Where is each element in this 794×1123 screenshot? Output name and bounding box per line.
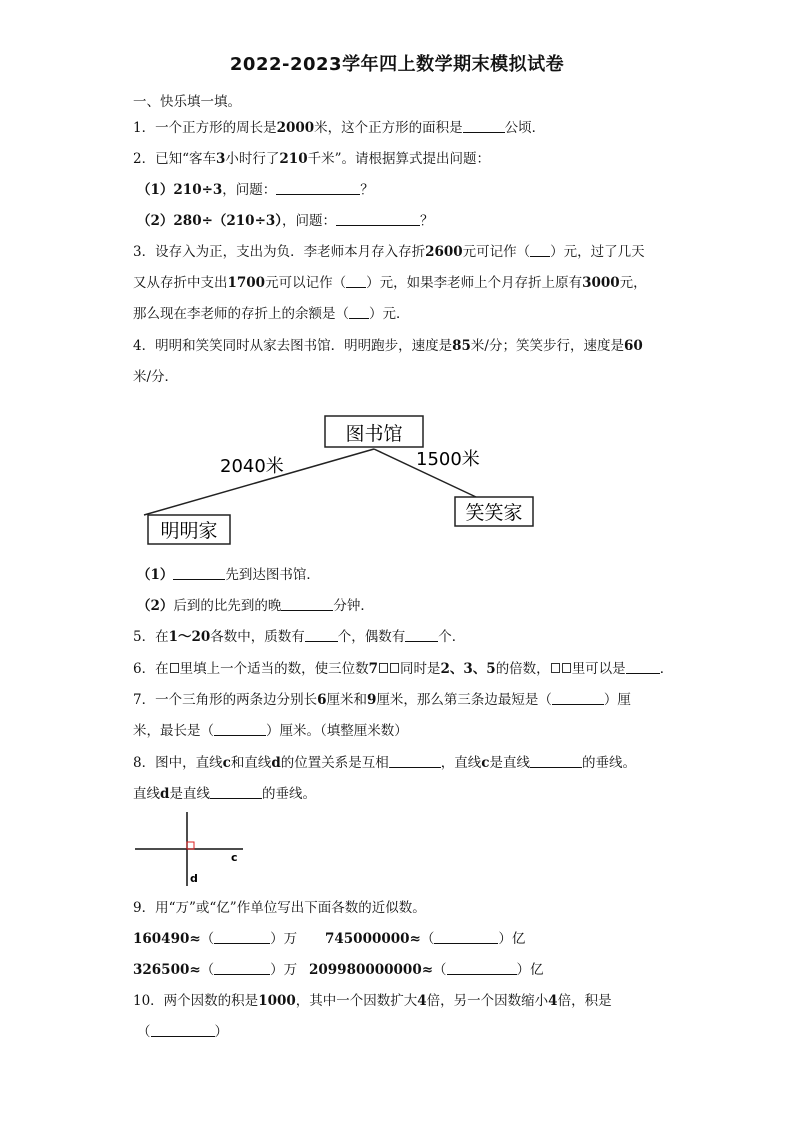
question-4-part-2: （2）后到的比先到的晚 分钟． (137, 598, 374, 614)
answer-blank[interactable] (463, 120, 505, 133)
distance-right-label: 1500米 (416, 449, 480, 470)
answer-blank[interactable] (276, 182, 360, 195)
answer-blank[interactable] (214, 723, 266, 736)
answer-blank[interactable] (214, 962, 270, 975)
question-10: 10．两个因数的积是1000，其中一个因数扩大4倍，另一个因数缩小4倍，积是 (133, 993, 612, 1009)
question-7-line-1: 7．一个三角形的两条边分别长6厘米和9厘米，那么第三条边最短是（ ）厘 (133, 692, 631, 708)
answer-blank[interactable] (305, 629, 338, 642)
right-angle-mark (187, 842, 194, 849)
box-placeholder (390, 663, 399, 673)
question-3-line-1: 3．设存入为正，支出为负．李老师本月存入存折2600元可记作（ ）元，过了几天 (133, 244, 645, 260)
answer-blank[interactable] (214, 931, 270, 944)
label-c: c (231, 851, 238, 864)
answer-blank[interactable] (349, 306, 369, 319)
question-4-line-1: 4．明明和笑笑同时从家去图书馆．明明跑步，速度是85米/分；笑笑步行，速度是60 (133, 338, 643, 354)
page-title: 2022-2023学年四上数学期末模拟试卷 (229, 54, 565, 75)
box-placeholder (379, 663, 388, 673)
box-placeholder (562, 663, 571, 673)
question-9-row-2-b: 209980000000≈（ ）亿 (309, 962, 544, 978)
answer-blank[interactable] (530, 755, 582, 768)
label-d: d (190, 872, 198, 885)
distance-left-label: 2040米 (220, 456, 284, 477)
answer-blank[interactable] (151, 1024, 215, 1037)
answer-blank[interactable] (346, 275, 366, 288)
answer-blank[interactable] (336, 213, 420, 226)
question-8-line-1: 8．图中，直线c和直线d的位置关系是互相 ，直线c是直线 的垂线。 (133, 755, 637, 771)
question-1: 1．一个正方形的周长是2000米，这个正方形的面积是 公顷． (133, 120, 546, 136)
route-diagram (130, 405, 550, 555)
answer-blank[interactable] (173, 567, 225, 580)
box-placeholder (170, 663, 179, 673)
answer-blank[interactable] (552, 692, 604, 705)
answer-blank[interactable] (281, 598, 333, 611)
answer-blank[interactable] (626, 661, 660, 674)
question-3-line-3: 那么现在李老师的存折上的余额是（ ）元． (133, 306, 410, 322)
question-3-line-2: 又从存折中支出1700元可以记作（ ）元，如果李老师上个月存折上原有3000元， (133, 275, 647, 291)
answer-blank[interactable] (434, 931, 498, 944)
question-7-line-2: 米，最长是（ ）厘米。（填整厘米数） (133, 723, 408, 739)
answer-blank[interactable] (210, 786, 262, 799)
answer-blank[interactable] (405, 629, 438, 642)
question-2-part-1: （1）210÷3，问题： ？ (137, 182, 374, 198)
question-5: 5．在1～20各数中，质数有 个，偶数有 个． (133, 629, 466, 645)
library-label: 图书馆 (345, 423, 403, 445)
answer-blank[interactable] (389, 755, 441, 768)
question-10-answer: （ ） (137, 1024, 228, 1040)
question-4-part-1: （1） 先到达图书馆． (137, 567, 320, 583)
question-8-line-2: 直线d是直线 的垂线。 (133, 786, 316, 802)
mingming-home-label: 明明家 (160, 520, 218, 542)
section-heading: 一、快乐填一填。 (133, 94, 241, 110)
perpendicular-lines-diagram (133, 810, 253, 890)
answer-blank[interactable] (530, 244, 550, 257)
question-9-row-1-b: 745000000≈（ ）亿 (325, 931, 526, 947)
question-9-row-2: 326500≈（ ）万 (133, 962, 298, 978)
question-9: 9．用“万”或“亿”作单位写出下面各数的近似数。 (133, 900, 426, 916)
question-9-row-1: 160490≈（ ）万 (133, 931, 298, 947)
question-4-line-2: 米/分． (133, 369, 179, 385)
box-placeholder (551, 663, 560, 673)
question-2: 2．已知“客车3小时行了210千米”。请根据算式提出问题： (133, 151, 490, 167)
xiaoxiao-home-label: 笑笑家 (465, 502, 523, 524)
question-6: 6．在 里填上一个适当的数，使三位数7 同时是2、3、5的倍数， 里可以是 ． (133, 661, 674, 677)
answer-blank[interactable] (447, 962, 517, 975)
question-2-part-2: （2）280÷（210÷3），问题： ？ (137, 213, 434, 229)
